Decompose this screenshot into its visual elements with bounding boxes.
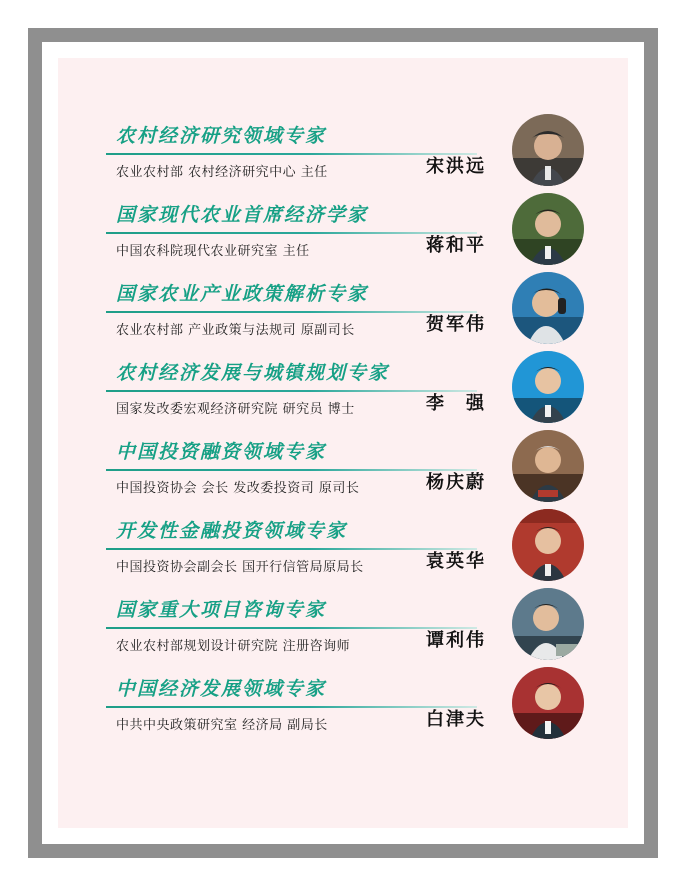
avatar [512, 272, 584, 344]
expert-name: 蒋和平 [426, 234, 486, 256]
expert-title: 国家重大项目咨询专家 [116, 598, 327, 621]
divider [106, 153, 477, 155]
avatar [512, 667, 584, 739]
avatar [512, 509, 584, 581]
expert-role: 中国农科院现代农业研究室 主任 [116, 243, 310, 259]
expert-title: 国家现代农业首席经济学家 [116, 203, 369, 226]
expert-role: 中国投资协会 会长 发改委投资司 原司长 [116, 480, 360, 496]
avatar [512, 588, 584, 660]
divider [106, 548, 477, 550]
avatar [512, 351, 584, 423]
expert-role: 农业农村部 产业政策与法规司 原副司长 [116, 322, 355, 338]
avatar [512, 114, 584, 186]
avatar [512, 193, 584, 265]
divider [106, 469, 477, 471]
expert-role: 农业农村部 农村经济研究中心 主任 [116, 164, 328, 180]
divider [106, 311, 477, 313]
expert-title: 中国投资融资领域专家 [116, 440, 327, 463]
list-item [102, 667, 584, 739]
expert-title: 中国经济发展领域专家 [116, 677, 327, 700]
list-item [102, 193, 584, 265]
list-item [102, 509, 584, 581]
expert-name: 袁英华 [426, 550, 486, 572]
poster-frame [28, 28, 658, 858]
expert-title: 农村经济研究领域专家 [116, 124, 327, 147]
list-item [102, 588, 584, 660]
expert-role: 中国投资协会副会长 国开行信管局原局长 [116, 559, 364, 575]
divider [106, 706, 477, 708]
divider [106, 232, 477, 234]
expert-role: 国家发改委宏观经济研究院 研究员 博士 [116, 401, 355, 417]
list-item [102, 430, 584, 502]
expert-name: 贺军伟 [426, 313, 486, 335]
expert-list [102, 114, 584, 739]
avatar [512, 430, 584, 502]
expert-name: 李 强 [426, 392, 486, 414]
expert-name: 杨庆蔚 [426, 471, 486, 493]
list-item [102, 114, 584, 186]
list-item [102, 272, 584, 344]
expert-role: 农业农村部规划设计研究院 注册咨询师 [116, 638, 351, 654]
divider [106, 627, 477, 629]
expert-title: 农村经济发展与城镇规划专家 [116, 361, 390, 384]
divider [106, 390, 477, 392]
expert-title: 开发性金融投资领域专家 [116, 519, 348, 542]
expert-name: 白津夫 [426, 708, 486, 730]
expert-name: 谭利伟 [426, 629, 486, 651]
expert-name: 宋洪远 [426, 155, 486, 177]
expert-role: 中共中央政策研究室 经济局 副局长 [116, 717, 328, 733]
poster-panel [58, 58, 628, 828]
poster-inner-border [42, 42, 644, 844]
expert-title: 国家农业产业政策解析专家 [116, 282, 369, 305]
list-item [102, 351, 584, 423]
